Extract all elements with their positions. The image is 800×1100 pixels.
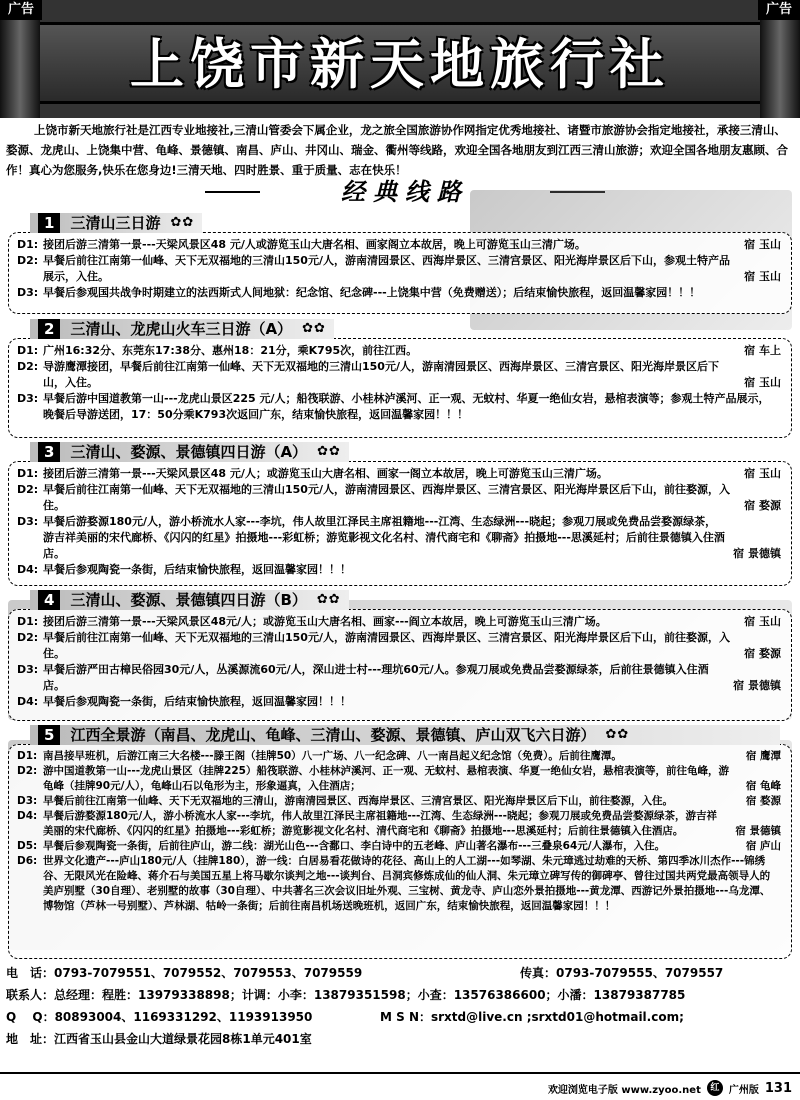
footer-site: 欢迎浏览电子版 www.zyoo.net [547,1084,701,1096]
route-2-day-1: D1: 广州16:32分、东莞东17:38分、惠州18：21分，乘K795次，前往江西。 宿 车上 [17,344,781,357]
footer-info [548,1080,792,1096]
flower-icon: ✿✿ [170,215,195,230]
intro-paragraph: 上饶市新天地旅行社是江西专业地接社,三清山管委会下属企业，龙之旅全国旅游协作网指定优秀地接社、诸暨市旅游协会指定地接社，承接三清山、婺源、龙虎山、上饶集中营、龟峰、景德镇、南昌、庐山、井冈山、瑞金、衢州等线路，欢迎全国各地朋友到江西三清山旅游；欢迎全国各地朋友惠顾、合作！真心为您服务,快乐在您身边!三清天地、四时胜景、重于质量、志在快乐！ [6,123,788,177]
page-title: 上饶市新天地旅行社 [130,33,670,96]
route-2-box [8,338,792,438]
route-1-header [30,213,202,233]
route-3-day-1: D1: 接团后游三清第一景---天梁风景区48 元/人；或游览玉山大唐名相、画家一阁立本故居，晚上可游览玉山三清广场。 宿 玉山 [17,467,781,480]
left-pillar [0,20,40,118]
route-1-box [8,232,792,314]
route-4-day-4: D4: 早餐后参观陶瓷一条街，后结束愉快旅程，返回温馨家园！！！ [17,695,351,708]
route-4-box [8,609,792,721]
ad-label-right: 广告 [758,0,800,20]
route-2-day-2: D2: 导游鹰潭接团，早餐后前往江南第一仙峰、天下无双福地的三清山150元/人，游南清园景区、西海岸景区、三清宫景区、阳光海岸景区后下山，入住。 宿 玉山 [17,360,781,389]
route-1-day-1: D1: 接团后游三清第一景---天梁风景区48 元/人或游览玉山大唐名相、画家阁立本故居，晚上可游览玉山三清广场。 宿 玉山 [17,238,781,251]
page-footer [0,1072,800,1100]
contact-address: 地 址：江西省玉山县金山大道绿景花园8栋1单元401室 [6,1032,312,1046]
contact-qq: Q Q：80893004、1169331292、1193913950 [6,1010,313,1024]
flower-icon: ✿✿ [316,592,341,607]
route-1-day-3: D3: 早餐后参观国共战争时期建立的法西斯式人间地狱：纪念馆、纪念碑---上饶集中营（免费赠送）；后结束愉快旅程，返回温馨家园！！！ [17,286,701,299]
route-1-name: 三清山三日游 [70,214,161,232]
route-5-day-1: D1: 南昌接早班机，后游江南三大名楼---滕王阁（挂牌50）八一广场、八一纪念碑、八一南昌起义纪念馆（免费）。后前往鹰潭。 宿 鹰潭 [17,750,781,762]
route-5-day-6: D6: 世界文化遗产---庐山180元/人（挂牌180），游一线：白居易看花做诗的花径、高山上的人工湖---如琴湖、朱元璋逃过劫难的天桥、第四季冰川杰作---锦绣谷、无限风光在险峰、蒋介石与美国五星上将马歇尔谈判之地---谈判台、吕洞宾修炼成仙的仙人洞、朱元璋立碑写传的御碑亭、曾往过国共两党最高领导人的美庐别墅（30自理）、老别墅的故事（30自理）、中共著名三次会议旧址外观、三宝树、黄龙寺、庐山恋外景拍摄地---黄龙潭、西游记外景拍摄地---乌龙潭、博物馆（芦林一号别墅）、芦林湖、牯岭一条街；后前往南昌机场送晚班机，返回广东，结束愉快旅程，返回温馨家园！！！ [17,855,771,912]
contact-block [0,962,800,1072]
route-5-name: 江西全景游（南昌、龙虎山、龟峰、三清山、婺源、景德镇、庐山双飞六日游） [70,726,596,744]
route-4-header [30,590,349,610]
route-4-day-2: D2: 早餐后前往江南第一仙峰、天下无双福地的三清山150元/人，游南清园景区、西海岸景区、三清宫景区、阳光海岸景区后下山，前往婺源，入住。 宿 婺源 [17,631,781,660]
route-5-day-5: D5: 早餐后参观陶瓷一条街，后前往庐山，游二线：湖光山色---含鄱口、李白诗中的五老峰、庐山著名瀑布---三叠泉64元/人瀑布，入住。 宿 庐山 [17,840,781,852]
route-4-name: 三清山、婺源、景德镇四日游（B） [70,591,307,609]
footer-edition: 广州版 [728,1084,759,1096]
route-2-name: 三清山、龙虎山火车三日游（A） [70,320,293,338]
route-3-header [30,442,349,462]
route-3-day-3: D3: 早餐后游婺源180元/人，游小桥流水人家---李坑，伟人故里江泽民主席祖籍地---江湾、生态绿洲---晓起；参观刀展或免费品尝婺源绿茶，游吉祥美丽的宋代廊桥、《闪闪的红星》拍摄地---彩虹桥；游览影视文化名村、清代商宅和《聊斋》拍摄地---思溪延村；后前往景德镇入住酒店。 宿 景德镇 [17,515,781,560]
publisher-logo-icon: 红 [707,1080,723,1096]
ad-label-left: 广告 [0,0,42,20]
route-2-number: 2 [38,319,60,339]
flower-icon: ✿✿ [605,727,630,742]
route-3-name: 三清山、婺源、景德镇四日游（A） [70,443,308,461]
route-5-box [8,744,792,959]
route-3-number: 3 [38,442,60,462]
route-4-day-3: D3: 早餐后游严田古樟民俗园30元/人，丛溪源流60元/人，深山进士村---理坑60元/人。参观刀展或免费品尝婺源绿茶，后前往景德镇入住酒店。 宿 景德镇 [17,663,781,692]
contact-msn: M S N：srxtd@live.cn ;srxtd01@hotmail.com; [380,1010,684,1024]
route-1-day-2: D2: 早餐后前往江南第一仙峰、天下无双福地的三清山150元/人，游南清园景区、西海岸景区、三清宫景区、阳光海岸景区后下山，参观土特产品展示，入住。 宿 玉山 [17,254,781,283]
flower-icon: ✿✿ [302,321,326,336]
section-title: 经典线路 [260,175,550,209]
route-5-day-3: D3: 早餐后前往江南第一仙峰、天下无双福地的三清山，游南清园景区、西海岸景区、三清宫景区、阳光海岸景区后下山，前往婺源，入住。 宿 婺源 [17,795,781,807]
route-1-number: 1 [38,213,60,233]
route-2-header [30,319,334,339]
route-2-day-3: D3: 早餐后游中国道教第一山---龙虎山景区225 元/人；船筏联游、小桂林泸溪河、正一观、无蚊村、华夏一绝仙女岩，悬棺表演等；参观土特产品展示，晚餐后导游送团，17：50分乘K793次返回广东，结束愉快旅程，返回温馨家园！！！ [17,392,770,421]
contact-phone: 电 话：0793-7079551、7079552、7079553、7079559 [6,966,363,980]
route-5-number: 5 [38,725,60,745]
route-3-day-2: D2: 早餐后前往江南第一仙峰、天下无双福地的三清山150元/人，游南清园景区、西海岸景区、三清宫景区、阳光海岸景区后下山，前往婺源，入住。 宿 婺源 [17,483,781,512]
contact-persons: 联系人：总经理：程胜：13979338898；计调：小李：13879351598；小查：13576386600；小潘：13879387785 [6,988,686,1002]
route-4-day-1: D1: 接团后游三清第一景---天梁风景区48元/人；或游览玉山大唐名相、画家---阎立本故居，晚上可游览玉山三清广场。 宿 玉山 [17,615,781,628]
page-number: 131 [764,1080,792,1096]
route-5-day-4: D4: 早餐后游婺源180元/人，游小桥流水人家---李坑，伟人故里江泽民主席祖籍地---江湾、生态绿洲---晓起；参观刀展或免费品尝婺源绿茶，游吉祥美丽的宋代廊桥、《闪闪的红星》拍摄地---彩虹桥；游览影视文化名村、清代商宅和《聊斋》拍摄地---思溪延村；后前往景德镇入住酒店。 宿 景德镇 [17,810,781,837]
route-5-day-2: D2: 游中国道教第一山---龙虎山景区（挂牌225）船筏联游、小桂林泸溪河、正一观、无蚊村、悬棺表演、华夏一绝仙女岩，悬棺表演等，前往龟峰，游龟峰（挂牌90元/人），龟峰山石以龟形为主，形象逼真，入住酒店； 宿 龟峰 [17,765,781,792]
route-3-day-4: D4: 早餐后参观陶瓷一条街，后结束愉快旅程，返回温馨家园！！！ [17,563,351,576]
route-5-header [30,725,780,745]
route-4-number: 4 [38,590,60,610]
right-pillar [760,20,800,118]
contact-fax: 传真：0793-7079555、7079557 [520,966,724,980]
route-3-box [8,461,792,586]
flower-icon: ✿✿ [317,444,341,459]
